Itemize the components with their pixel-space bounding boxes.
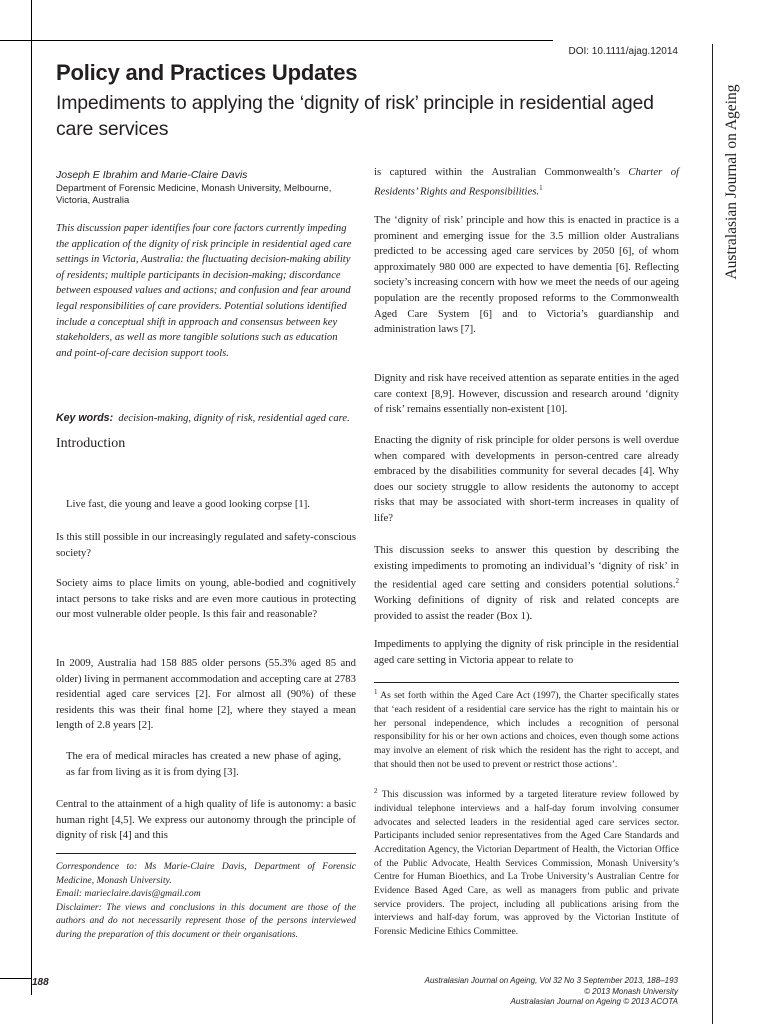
block-quote: The era of medical miracles has created a new phase of aging, as far from living as it is from dying [3]. <box>66 750 341 778</box>
crop-mark-vertical <box>31 0 32 995</box>
footer-copyright-1: © 2013 Monash University <box>584 986 678 996</box>
doi: DOI: 10.1111/ajag.12014 <box>568 46 678 57</box>
affiliation: Department of Forensic Medicine, Monash University, Melbourne, Victoria, Australia <box>56 183 332 206</box>
article-title: Impediments to applying the ‘dignity of risk’ principle in residential aged care services <box>56 92 654 140</box>
keywords-text: decision-making, dignity of risk, residential aged care. <box>118 413 350 424</box>
journal-sidebar-rule <box>712 44 713 1024</box>
footnote-number: 2 <box>374 787 378 795</box>
footnote-number: 1 <box>374 688 378 696</box>
crop-mark-horizontal <box>0 40 553 41</box>
correspondence-rule <box>56 853 356 854</box>
keywords-label: Key words: <box>56 412 114 424</box>
paragraph: Is this still possible in our increasingly regulated and safety-conscious society? <box>56 531 356 559</box>
charter-title: Charter of Residents’ Rights and Responsibilities. <box>374 166 680 198</box>
paragraph <box>374 165 679 200</box>
journal-name-vertical: Australasian Journal on Ageing <box>723 84 740 280</box>
footnote-text: As set forth within the Aged Care Act (1997), the Charter specifically states that ‘each resident of a residential care service has the right to maintain his or her personal independence, which includes a recognition of personal responsibility for his or her own actions and choices, even though some actions may involve an element of risk which the resident has the right to accept, and that should then not be used to prevent or restrict those actions’. <box>374 691 679 770</box>
paragraph: Central to the attainment of a high quality of life is autonomy: a basic human right [4,5]. We express our autonomy through the principle of dignity of risk [4] and this <box>56 798 356 842</box>
footnote-2 <box>374 785 679 940</box>
paragraph: Society aims to place limits on young, able-bodied and cognitively intact persons to take risks and are even more cautious in protecting our most vulnerable older people. Is this fair and reasonable? <box>56 577 356 621</box>
footnote-1 <box>374 686 679 772</box>
paragraph-text: is captured within the Australian Commonwealth’s <box>374 166 620 178</box>
section-label: Policy and Practices Updates <box>56 60 358 85</box>
footnote-ref-2: 2 <box>675 577 679 586</box>
paragraph: In 2009, Australia had 158 885 older persons (55.3% aged 85 and older) living in permanent accommodation and accepting care at 2783 residential aged care services [2]. For almost all (90%) of these residents this was their final home [2], where they stayed a mean length of 2.8 years [2]. <box>56 657 356 732</box>
footnote-ref-1: 1 <box>539 183 543 192</box>
paragraph <box>374 543 679 625</box>
paragraph-text: Working definitions of dignity of risk and related concepts are provided to assist the reader (Box 1). <box>374 594 679 622</box>
keywords <box>56 410 356 427</box>
correspondence-address: Correspondence to: Ms Marie-Claire Davis, Department of Forensic Medicine, Monash University. <box>56 861 356 886</box>
paragraph-text: This discussion seeks to answer this question by describing the existing impediments to promoting an individual’s ‘dignity of risk’ in the residential aged care setting and considers potential solutions. <box>374 544 679 591</box>
paragraph: Enacting the dignity of risk principle for older persons is well overdue when compared with developments in person-centred care already embraced by the disabilities community for several decades [4]. Why does our society struggle to allow residents the autonomy to accept risks that may be associated with short-term increases in quality of life? <box>374 434 679 524</box>
footnote-rule <box>374 682 679 683</box>
introduction-heading: Introduction <box>56 436 126 451</box>
correspondence-email: Email: marieclaire.davis@gmail.com <box>56 888 201 900</box>
footer-copyright-2: Australasian Journal on Ageing © 2013 ACOTA <box>510 997 678 1006</box>
authors: Joseph E Ibrahim and Marie-Claire Davis <box>56 169 248 181</box>
paragraph: Impediments to applying the dignity of risk principle in the residential aged care setting in Victoria appear to relate to <box>374 638 679 666</box>
paragraph: Dignity and risk have received attention as separate entities in the aged care context [8,9]. However, discussion and research around ‘dignity of risk’ remains essentially non-existent [10]. <box>374 372 679 416</box>
disclaimer: Disclaimer: The views and conclusions in this document are those of the authors and do not necessarily represent those of the persons interviewed during the preparation of this document or their organisations. <box>56 901 356 940</box>
footer-citation: Australasian Journal on Ageing, Vol 32 No 3 September 2013, 188–193 <box>424 976 678 985</box>
footnote-text: This discussion was informed by a targeted literature review followed by individual telephone interviews and a half-day forum involving consumer advocates and selected leaders in the residential aged care services sector. Participants included senior representatives from the Aged Care Standards and Accreditation Agency, the Victorian Department of Health, the Victorian Office of the Public Advocate, Health Services Commission, Monash University’s Centre for Human Bioethics, and La Trobe University’s Australian Centre for Evidence Based Aged Care, as well as managers from public and private service providers. The project, including all publications arising from the interviews and half-day forum, was approved by the Victorian Institute of Forensic Medicine Ethics Committee. <box>374 790 679 938</box>
abstract: This discussion paper identifies four core factors currently impeding the application of the dignity of risk principle in residential aged care settings in Victoria, Australia: the fluctuating decision-making ability of residents; multiple participants in decision-making; discordance between espoused values and actions; and confusion and fear around legal responsibilities of care providers. Potential solutions identified include a conceptual shift in approach and consensus between key stakeholders, as well as more tangible solutions such as education and point-of-care decision support tools. <box>56 223 352 359</box>
paragraph: The ‘dignity of risk’ principle and how this is enacted in practice is a prominent and emerging issue for the 3.5 million older Australians predicted to be accessing aged care services by 2050 [6], of whom approximately 980 000 are expected to have dementia [6]. Reflecting society’s increasing concern with how we meet the needs of our ageing population are the recently proposed reforms to the Commonwealth Aged Care System [6] and to Victoria’s guardianship and administration laws [7]. <box>374 214 679 336</box>
epigraph-quote: Live fast, die young and leave a good looking corpse [1]. <box>66 498 310 510</box>
correspondence <box>56 860 356 942</box>
page-number: 188 <box>32 977 49 988</box>
journal-footer <box>425 976 678 1008</box>
crop-mark-footer <box>0 978 31 979</box>
